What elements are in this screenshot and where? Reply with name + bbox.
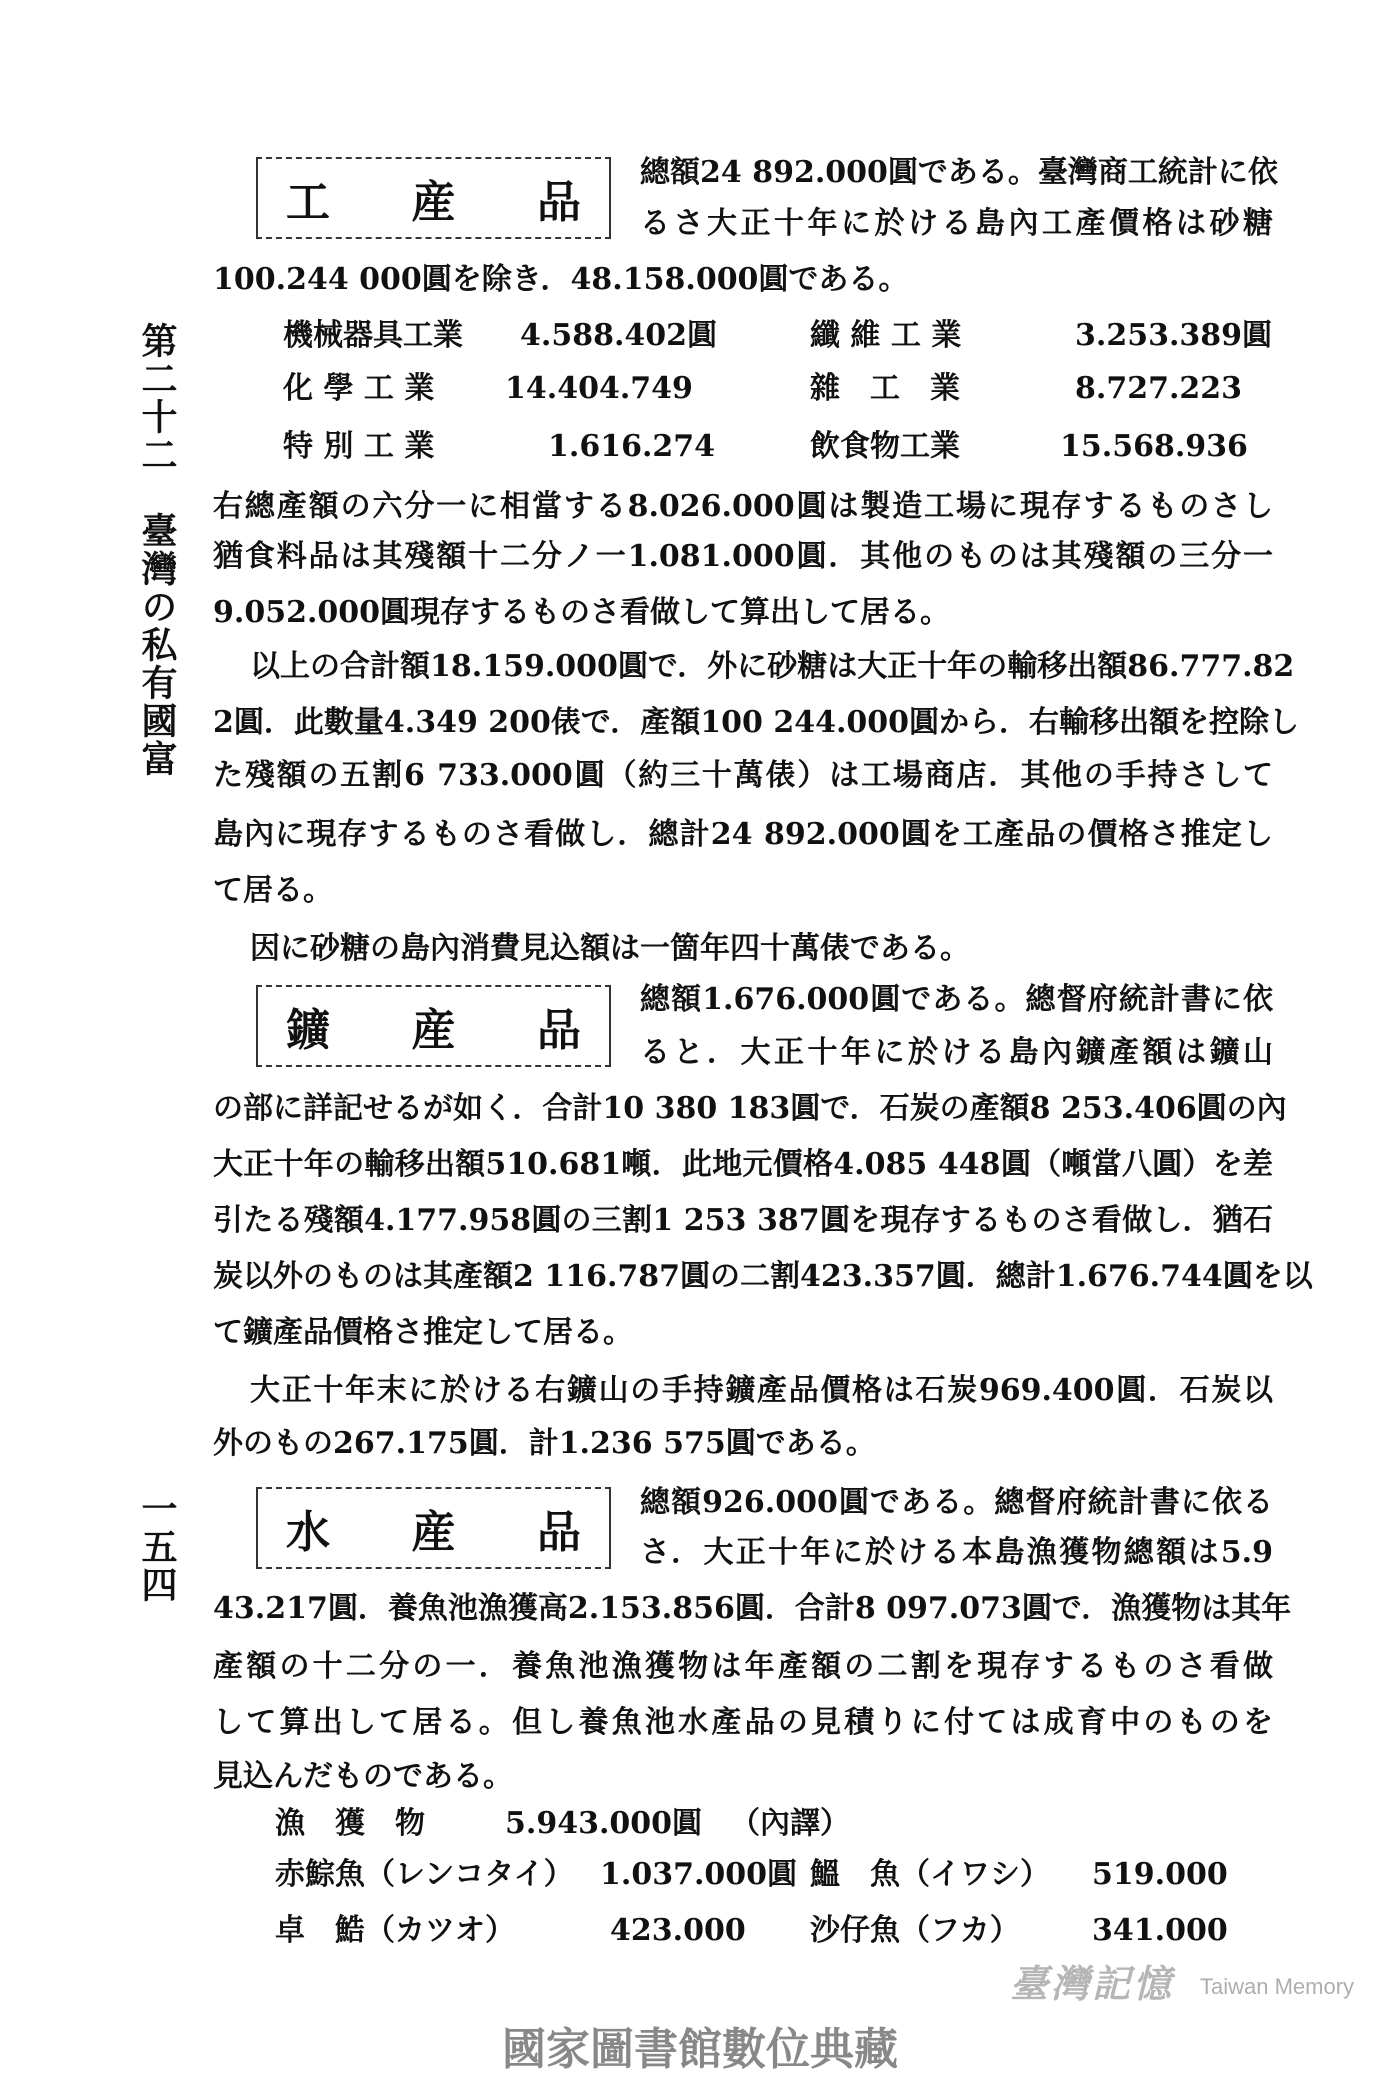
text-line: 總額926.000圓である。總督府統計書に依る: [640, 1485, 1273, 1520]
text-line: 總額24 892.000圓である。臺灣商工統計に依: [640, 155, 1278, 190]
table-cell-name: 赤鯮魚（レンコタイ）: [275, 1857, 574, 1892]
table-cell-value: 423.000: [610, 1913, 746, 1948]
table-cell-name: 鰮 魚（イワシ）: [810, 1857, 1050, 1892]
table-cell-name: 卓 鯌（カツオ）: [275, 1913, 515, 1948]
table-cell-name: 纖 維 工 業: [810, 318, 962, 353]
heading-char: 水: [286, 1507, 330, 1558]
text-line: 島內に現存するものさ看做し．總計24 892.000圓を工產品の價格さ推定し: [213, 817, 1273, 852]
text-line: 總額1.676.000圓である。總督府統計書に依: [640, 982, 1273, 1017]
text-line: ると．大正十年に於ける島內鑛產額は鑛山: [640, 1035, 1273, 1070]
table-cell-value: 3.253.389圓: [1075, 318, 1273, 353]
watermark-subtitle: Taiwan Memory: [1200, 1974, 1355, 1999]
watermark-logo: 臺灣記憶: [1010, 1962, 1175, 2006]
table-cell-value: 15.568.936: [1060, 429, 1248, 464]
heading-char: 産: [411, 1005, 456, 1056]
text-line: 右總產額の六分一に相當する8.026.000圓は製造工場に現存するものさし: [213, 489, 1273, 524]
table-cell-value: 8.727.223: [1075, 371, 1243, 406]
heading-char: 品: [537, 1507, 581, 1558]
footer-credit: 國家圖書館數位典藏: [502, 2024, 898, 2075]
text-line: の部に詳記せるが如く．合計10 380 183圓で．石炭の產額8 253.406圓の內: [213, 1091, 1287, 1126]
table-cell-name: 飲食物工業: [810, 429, 960, 464]
table-cell-name: 特 別 工 業: [283, 429, 435, 464]
section-heading-mining: [256, 985, 611, 1067]
text-line: 9.052.000圓現存するものさ看做して算出して居る。: [213, 595, 951, 630]
text-line: て居る。: [213, 873, 333, 908]
table-cell-value: 14.404.749: [505, 371, 693, 406]
table-cell-value: 4.588.402圓: [520, 318, 718, 353]
heading-char: 工: [286, 177, 330, 228]
table-note: （內譯）: [730, 1806, 850, 1841]
section-heading-fishery: [256, 1487, 611, 1569]
table-cell-value: 1.037.000圓: [600, 1857, 798, 1892]
table-cell-value: 1.616.274: [548, 429, 716, 464]
table-cell-name: 機械器具工業: [283, 318, 463, 353]
table-cell-value: 519.000: [1092, 1857, 1228, 1892]
text-line: 43.217圓．養魚池漁獲高2.153.856圓．合計8 097.073圓で．漁獲物は其年: [213, 1591, 1292, 1626]
text-line: 100.244 000圓を除き．48.158.000圓である。: [213, 262, 909, 297]
page-number: 一五四: [136, 1490, 178, 1604]
heading-char: 鑛: [286, 1005, 330, 1056]
heading-char: 産: [411, 177, 456, 228]
table-cell-name: 化 學 工 業: [283, 371, 435, 406]
text-line: 大正十年の輸移出額510.681噸．此地元價格4.085 448圓（噸當八圓）を差: [213, 1147, 1273, 1182]
text-line: た殘額の五割6 733.000圓（約三十萬俵）は工場商店．其他の手持さして: [213, 758, 1273, 793]
text-line: 引たる殘額4.177.958圓の三割1 253 387圓を現存するものさ看做し．猶石: [213, 1203, 1273, 1238]
text-line: 猶食料品は其殘額十二分ノ一1.081.000圓．其他のものは其殘額の三分一: [213, 539, 1273, 574]
text-line: 2圓．此數量4.349 200俵で．產額100 244.000圓から．右輸移出額を控除し: [213, 705, 1300, 740]
table-cell-name: 漁 獲 物: [275, 1806, 425, 1841]
text-line: て鑛產品價格さ推定して居る。: [213, 1315, 633, 1350]
text-line: 產額の十二分の一．養魚池漁獲物は年產額の二割を現存するものさ看做: [213, 1649, 1273, 1684]
heading-char: 品: [537, 177, 581, 228]
running-header: 第二十二 臺灣の私有國富: [136, 322, 178, 778]
text-line: 因に砂糖の島內消費見込額は一箇年四十萬俵である。: [250, 931, 970, 966]
section-heading-industrial: [256, 157, 611, 239]
text-line: して算出して居る。但し養魚池水產品の見積りに付ては成育中のものを: [213, 1705, 1273, 1740]
table-cell-value: 5.943.000圓: [505, 1806, 703, 1841]
table-cell-name: 雜 工 業: [810, 371, 960, 406]
text-line: 大正十年末に於ける右鑛山の手持鑛產品價格は石炭969.400圓．石炭以: [250, 1373, 1273, 1408]
text-line: 外のもの267.175圓．計1.236 575圓である。: [213, 1426, 876, 1461]
heading-char: 産: [411, 1507, 456, 1558]
text-line: るさ大正十年に於ける島內工產價格は砂糖: [640, 206, 1273, 241]
text-line: 見込んだものである。: [213, 1759, 513, 1794]
table-cell-value: 341.000: [1092, 1913, 1228, 1948]
table-cell-name: 沙仔魚（フカ）: [810, 1913, 1020, 1948]
text-line: 炭以外のものは其產額2 116.787圓の二割423.357圓．總計1.676.744圓を以: [213, 1259, 1313, 1294]
heading-char: 品: [537, 1005, 581, 1056]
text-line: さ．大正十年に於ける本島漁獲物總額は5.9: [640, 1535, 1273, 1570]
text-line: 以上の合計額18.159.000圓で．外に砂糖は大正十年の輸移出額86.777.82: [250, 649, 1295, 684]
